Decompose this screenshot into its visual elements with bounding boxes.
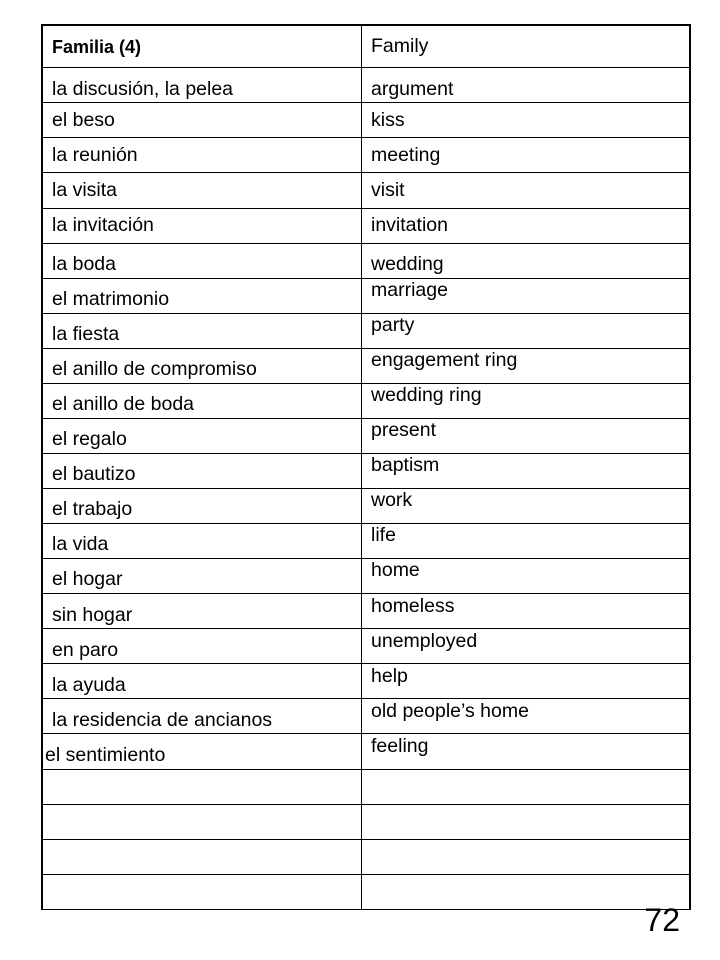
cell-english [362,874,691,909]
table-row [42,173,690,208]
cell-english-text: home [371,559,420,582]
cell-spanish-text: la boda [52,252,116,275]
cell-spanish [42,103,362,138]
table-row [42,348,690,383]
table-row [42,524,690,559]
table-row [42,629,690,664]
table-row [42,839,690,874]
cell-spanish [42,313,362,348]
cell-english [362,173,691,208]
table-row [42,313,690,348]
cell-english-text: argument [371,77,454,100]
table-row [42,138,690,173]
table-row [42,489,690,524]
table-row [42,278,690,313]
cell-english [362,278,691,313]
cell-spanish-text: el beso [52,108,115,131]
cell-spanish [42,173,362,208]
table-header-row [42,25,690,68]
cell-english [362,839,691,874]
cell-english [362,68,691,103]
table-row [42,594,690,629]
table-row [42,734,690,769]
cell-english-text: wedding [371,252,444,275]
cell-spanish [42,278,362,313]
header-english [362,25,691,68]
cell-spanish [42,418,362,453]
cell-spanish-text: en paro [52,638,119,661]
page-number: 72 [644,902,680,938]
cell-english-text: kiss [371,108,405,131]
cell-english-text: old people’s home [371,699,529,722]
cell-english-text: work [371,489,413,512]
table-row [42,559,690,594]
table-row [42,68,690,103]
table-row [42,769,690,804]
cell-spanish [42,138,362,173]
cell-spanish [42,559,362,594]
cell-spanish [42,769,362,804]
cell-english-text: invitation [371,213,448,236]
cell-spanish [42,874,362,909]
cell-spanish [42,68,362,103]
cell-english [362,138,691,173]
cell-spanish [42,839,362,874]
cell-spanish [42,383,362,418]
cell-english [362,524,691,559]
cell-english-text: wedding ring [371,384,482,407]
cell-english [362,594,691,629]
cell-spanish [42,804,362,839]
cell-spanish-text: la invitación [52,213,154,236]
table-row [42,874,690,909]
cell-english-text: unemployed [371,629,478,652]
cell-english [362,418,691,453]
cell-spanish-text: el anillo de boda [52,393,195,416]
cell-english-text: baptism [371,454,440,477]
cell-spanish-text: la fiesta [52,323,120,346]
cell-spanish-text: el regalo [52,428,127,451]
cell-english [362,629,691,664]
cell-english [362,348,691,383]
cell-spanish-text: la reunión [52,143,138,166]
cell-spanish-text: el hogar [52,568,123,591]
cell-spanish-text: la residencia de ancianos [52,708,273,731]
table-row [42,699,690,734]
header-spanish [42,25,362,68]
cell-spanish [42,348,362,383]
cell-spanish-text: el anillo de compromiso [52,358,257,381]
header-spanish-text: Familia (4) [52,36,142,57]
cell-spanish-text: la discusión, la pelea [52,77,234,100]
cell-spanish [42,664,362,699]
cell-english-text: life [371,524,396,547]
cell-spanish-text: la vida [52,533,109,556]
cell-english [362,559,691,594]
cell-english [362,103,691,138]
table-row [42,208,690,243]
cell-spanish [42,734,362,769]
cell-english [362,664,691,699]
cell-english-text: party [371,314,415,337]
table-row [42,383,690,418]
cell-english [362,383,691,418]
cell-english [362,804,691,839]
cell-english [362,243,691,278]
cell-english-text: feeling [371,734,429,757]
cell-spanish-text: el trabajo [52,498,133,521]
cell-spanish [42,594,362,629]
table-row [42,243,690,278]
cell-spanish [42,489,362,524]
cell-english-text: marriage [371,278,448,301]
cell-english-text: help [371,664,408,687]
table-row [42,804,690,839]
cell-english-text: homeless [371,594,455,617]
cell-spanish-text: el matrimonio [52,287,170,310]
header-english-text: Family [371,34,429,57]
cell-english-text: present [371,419,437,442]
cell-spanish [42,208,362,243]
cell-english [362,769,691,804]
table-row [42,103,690,138]
cell-english [362,699,691,734]
cell-english-text: visit [371,178,405,201]
cell-spanish-text: la ayuda [52,673,126,696]
table-row [42,664,690,699]
cell-english [362,734,691,769]
cell-spanish [42,524,362,559]
cell-spanish [42,629,362,664]
cell-spanish [42,453,362,488]
cell-english [362,208,691,243]
cell-spanish-text: sin hogar [52,603,133,626]
cell-spanish-text: la visita [52,178,118,201]
cell-spanish [42,699,362,734]
cell-english-text: engagement ring [371,349,518,372]
table-row [42,418,690,453]
cell-spanish [42,243,362,278]
table-row [42,453,690,488]
cell-english [362,313,691,348]
cell-spanish-text: el sentimiento [45,743,166,766]
cell-english [362,453,691,488]
cell-spanish-text: el bautizo [52,463,136,486]
cell-english [362,489,691,524]
vocabulary-table [41,24,691,910]
cell-english-text: meeting [371,143,441,166]
